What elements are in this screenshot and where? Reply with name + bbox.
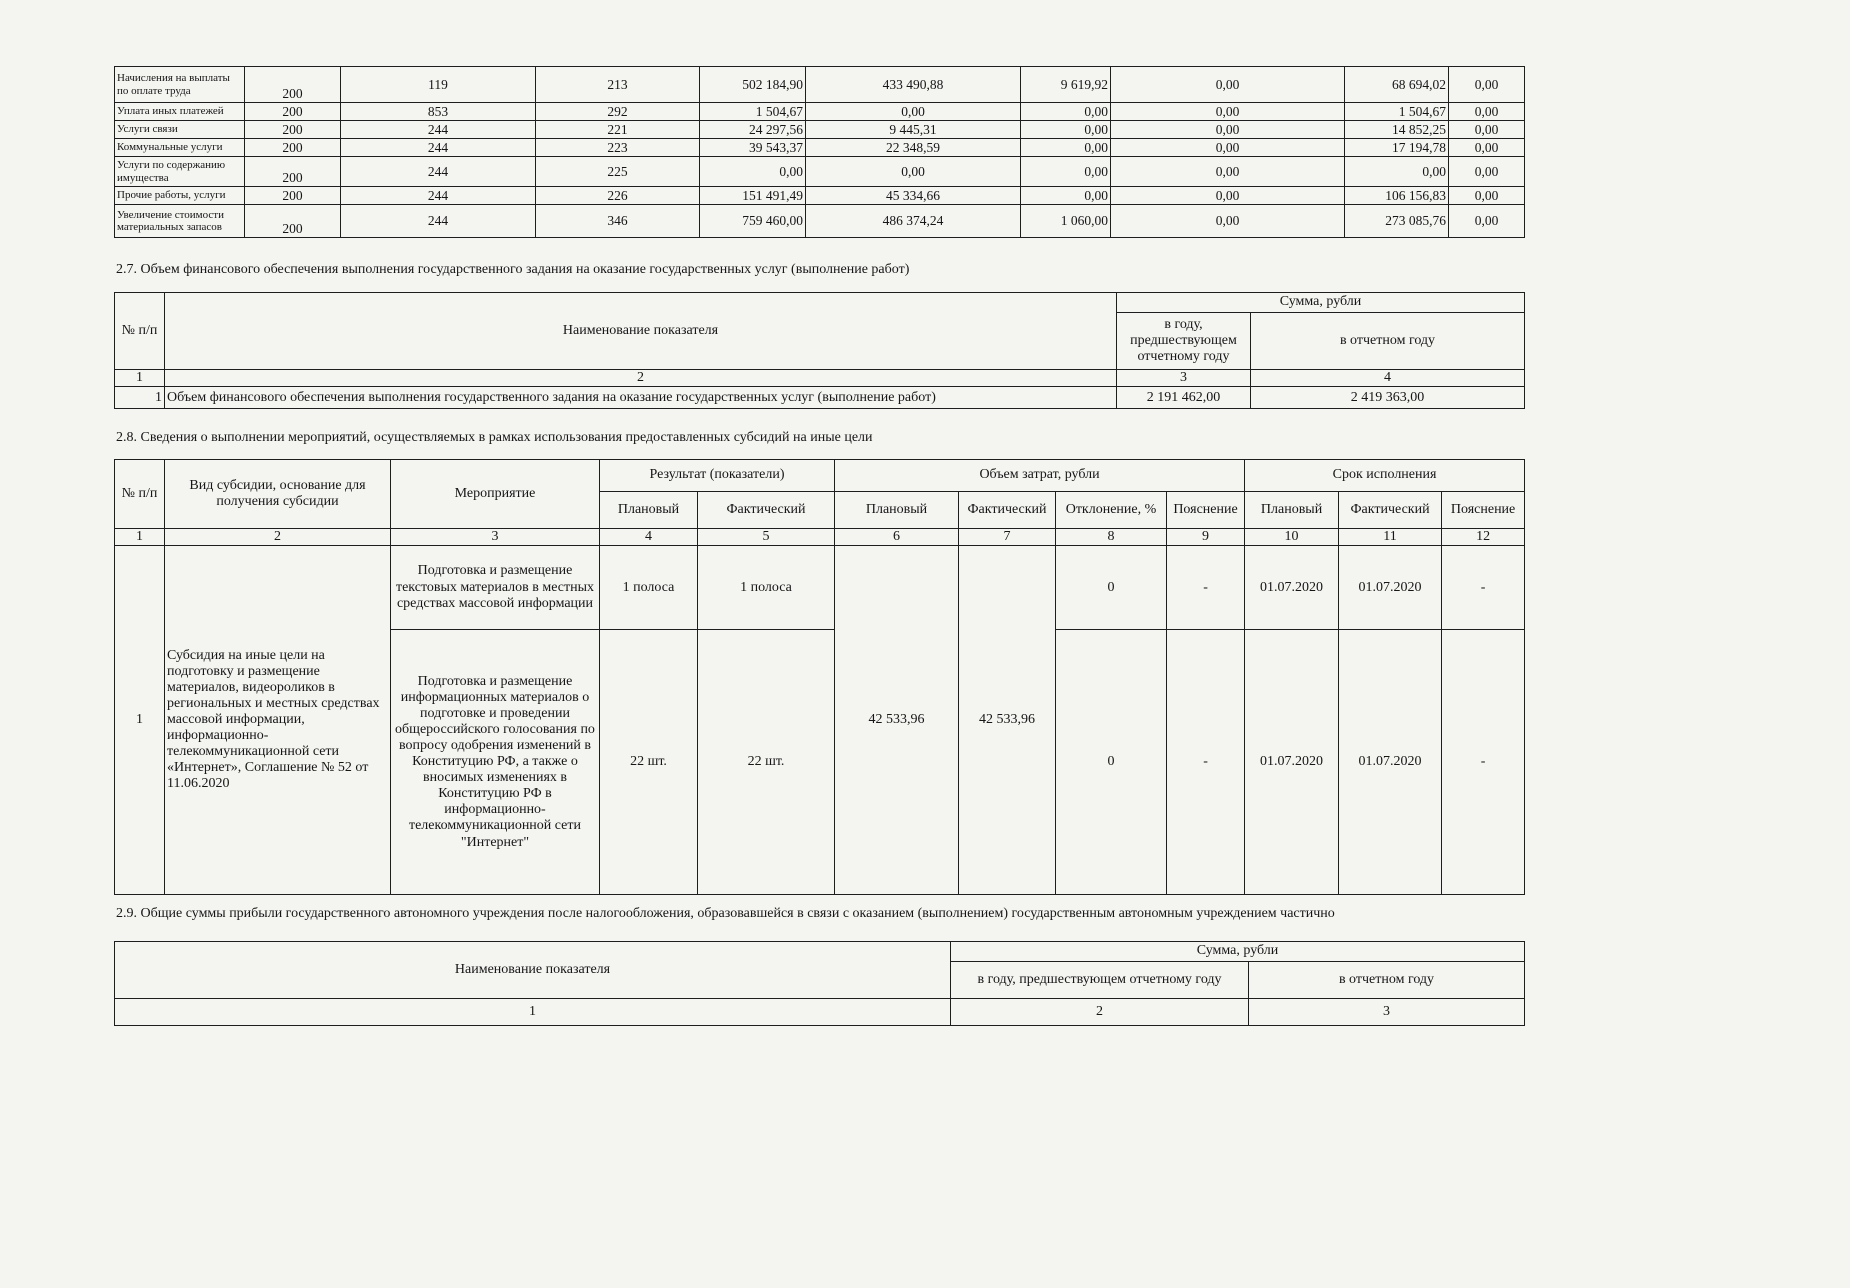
expense-value: 0,00 [1021, 187, 1111, 205]
column-number: 11 [1339, 529, 1442, 546]
table-header-row [115, 293, 1525, 313]
expense-name: Коммунальные услуги [115, 139, 245, 157]
col-header-term-planned: Плановый [1245, 492, 1339, 529]
col-header-explanation: Пояснение [1167, 492, 1245, 529]
profit-table [114, 941, 1525, 1026]
col-header-cost: Объем затрат, рубли [835, 460, 1245, 492]
expense-code: 200 [245, 187, 341, 205]
col-header-result: Результат (показатели) [600, 460, 835, 492]
expense-name: Уплата иных платежей [115, 103, 245, 121]
expense-value: 0,00 [1021, 103, 1111, 121]
expense-code: 244 [341, 205, 536, 238]
expense-code: 200 [245, 103, 341, 121]
section-2-8-title: 2.8. Сведения о выполнении мероприятий, осуществляемых в рамках использования предоставленных субсидий на иные цели [116, 430, 873, 445]
expense-code: 200 [245, 205, 341, 238]
col-header-current-year: в отчетном году [1251, 313, 1525, 370]
expense-value: 0,00 [1449, 205, 1525, 238]
result-planned: 1 полоса [600, 546, 698, 630]
expense-code: 200 [245, 67, 341, 103]
table-header-row [115, 460, 1525, 492]
col-header-event: Мероприятие [391, 460, 600, 529]
expense-code: 244 [341, 121, 536, 139]
col-header-cost-actual: Фактический [959, 492, 1056, 529]
col-header-num: № п/п [115, 460, 165, 529]
expense-code: 346 [536, 205, 700, 238]
column-number: 8 [1056, 529, 1167, 546]
expense-code: 213 [536, 67, 700, 103]
expense-value: 0,00 [1449, 103, 1525, 121]
column-number: 12 [1442, 529, 1525, 546]
expense-value: 17 194,78 [1345, 139, 1449, 157]
expense-code: 225 [536, 157, 700, 187]
table-row [115, 103, 1525, 121]
expense-code: 244 [341, 187, 536, 205]
col-header-result-actual: Фактический [698, 492, 835, 529]
column-number: 2 [165, 370, 1117, 387]
row-number: 1 [115, 546, 165, 895]
expense-code: 119 [341, 67, 536, 103]
expense-value: 0,00 [1111, 187, 1345, 205]
row-number: 1 [115, 387, 165, 409]
column-number: 1 [115, 529, 165, 546]
column-number: 2 [951, 999, 1249, 1026]
cost-planned: 42 533,96 [835, 546, 959, 895]
expense-value: 0,00 [1021, 157, 1111, 187]
column-number: 3 [1249, 999, 1525, 1026]
value-current-year: 2 419 363,00 [1251, 387, 1525, 409]
expense-value: 0,00 [806, 157, 1021, 187]
expense-value: 0,00 [1021, 139, 1111, 157]
table-row [115, 387, 1525, 409]
col-header-sum: Сумма, рубли [1117, 293, 1525, 313]
expense-code: 853 [341, 103, 536, 121]
indicator-name: Объем финансового обеспечения выполнения государственного задания на оказание государственных услуг (выполнение работ) [165, 387, 1117, 409]
column-number: 4 [1251, 370, 1525, 387]
col-header-name: Наименование показателя [165, 293, 1117, 370]
expense-value: 1 504,67 [1345, 103, 1449, 121]
result-actual: 22 шт. [698, 630, 835, 895]
expense-value: 24 297,56 [700, 121, 806, 139]
expense-value: 0,00 [1449, 121, 1525, 139]
col-header-sum: Сумма, рубли [951, 942, 1525, 962]
column-numbers-row [115, 999, 1525, 1026]
column-number: 6 [835, 529, 959, 546]
expense-name: Услуги по содержанию имущества [115, 157, 245, 187]
expense-value: 0,00 [1111, 121, 1345, 139]
cost-explanation: - [1167, 546, 1245, 630]
column-number: 9 [1167, 529, 1245, 546]
table-row [115, 121, 1525, 139]
cost-actual: 42 533,96 [959, 546, 1056, 895]
expense-value: 486 374,24 [806, 205, 1021, 238]
col-header-result-planned: Плановый [600, 492, 698, 529]
expense-code: 200 [245, 121, 341, 139]
expense-value: 0,00 [1111, 157, 1345, 187]
term-explanation: - [1442, 546, 1525, 630]
expense-code: 244 [341, 139, 536, 157]
expense-value: 0,00 [1449, 139, 1525, 157]
expense-value: 14 852,25 [1345, 121, 1449, 139]
table-row [115, 139, 1525, 157]
col-header-prev-year: в году, предшествующем отчетному году [951, 962, 1249, 999]
expense-value: 0,00 [1449, 187, 1525, 205]
expense-value: 151 491,49 [700, 187, 806, 205]
expense-name: Прочие работы, услуги [115, 187, 245, 205]
column-number: 7 [959, 529, 1056, 546]
cost-deviation: 0 [1056, 630, 1167, 895]
col-header-cost-planned: Плановый [835, 492, 959, 529]
cost-explanation: - [1167, 630, 1245, 895]
column-number: 5 [698, 529, 835, 546]
subsidy-description: Субсидия на иные цели на подготовку и размещение материалов, видеороликов в региональных и местных средствах массовой информации, информационно-телекоммуникационной сети «Интернет», Соглашение № 52 от 11.06.2020 [165, 546, 391, 895]
expense-value: 45 334,66 [806, 187, 1021, 205]
table-row [115, 157, 1525, 187]
table-header-row [115, 942, 1525, 962]
expense-value: 759 460,00 [700, 205, 806, 238]
expense-value: 9 445,31 [806, 121, 1021, 139]
term-planned: 01.07.2020 [1245, 630, 1339, 895]
event-name: Подготовка и размещение информационных материалов о подготовке и проведении общероссийского голосования по вопросу одобрения изменений в Конституцию РФ, а также о вносимых изменениях в Конституцию РФ в информационно-телекоммуникационной сети "Интернет" [391, 630, 600, 895]
col-header-term: Срок исполнения [1245, 460, 1525, 492]
expense-value: 433 490,88 [806, 67, 1021, 103]
expense-value: 106 156,83 [1345, 187, 1449, 205]
expense-code: 292 [536, 103, 700, 121]
term-planned: 01.07.2020 [1245, 546, 1339, 630]
result-actual: 1 полоса [698, 546, 835, 630]
column-number: 3 [391, 529, 600, 546]
col-header-name: Наименование показателя [115, 942, 951, 999]
expense-value: 0,00 [806, 103, 1021, 121]
expense-value: 273 085,76 [1345, 205, 1449, 238]
section-2-7-title: 2.7. Объем финансового обеспечения выполнения государственного задания на оказание государственных услуг (выполнение работ) [116, 262, 910, 277]
col-header-num: № п/п [115, 293, 165, 370]
expense-code: 200 [245, 139, 341, 157]
expense-code: 221 [536, 121, 700, 139]
expense-value: 0,00 [1021, 121, 1111, 139]
expense-code: 226 [536, 187, 700, 205]
column-number: 1 [115, 999, 951, 1026]
col-header-term-actual: Фактический [1339, 492, 1442, 529]
term-actual: 01.07.2020 [1339, 630, 1442, 895]
expense-value: 0,00 [1111, 103, 1345, 121]
col-header-term-explanation: Пояснение [1442, 492, 1525, 529]
expense-value: 0,00 [1345, 157, 1449, 187]
column-number: 1 [115, 370, 165, 387]
expenses-table [114, 66, 1525, 238]
expense-name: Начисления на выплаты по оплате труда [115, 67, 245, 103]
term-actual: 01.07.2020 [1339, 546, 1442, 630]
expense-value: 22 348,59 [806, 139, 1021, 157]
expense-value: 0,00 [1449, 67, 1525, 103]
expense-code: 223 [536, 139, 700, 157]
col-header-deviation: Отклонение, % [1056, 492, 1167, 529]
column-numbers-row [115, 370, 1525, 387]
expense-value: 68 694,02 [1345, 67, 1449, 103]
table-row [115, 546, 1525, 630]
term-explanation: - [1442, 630, 1525, 895]
col-header-subsidy-type: Вид субсидии, основание для получения субсидии [165, 460, 391, 529]
expense-value: 0,00 [700, 157, 806, 187]
expense-value: 1 060,00 [1021, 205, 1111, 238]
expense-value: 0,00 [1111, 139, 1345, 157]
event-name: Подготовка и размещение текстовых материалов в местных средствах массовой информации [391, 546, 600, 630]
table-row [115, 205, 1525, 238]
col-header-current-year: в отчетном году [1249, 962, 1525, 999]
column-number: 4 [600, 529, 698, 546]
result-planned: 22 шт. [600, 630, 698, 895]
expense-code: 200 [245, 157, 341, 187]
financing-table [114, 292, 1525, 409]
expense-value: 0,00 [1111, 205, 1345, 238]
section-2-9-title: 2.9. Общие суммы прибыли государственного автономного учреждения после налогообложения, образовавшейся в связи с оказанием (выполнением) государственным автономным учреждением частично [116, 906, 1335, 921]
expense-value: 0,00 [1449, 157, 1525, 187]
expense-value: 1 504,67 [700, 103, 806, 121]
expense-value: 502 184,90 [700, 67, 806, 103]
cost-deviation: 0 [1056, 546, 1167, 630]
table-row [115, 187, 1525, 205]
column-number: 3 [1117, 370, 1251, 387]
expense-value: 0,00 [1111, 67, 1345, 103]
column-number: 2 [165, 529, 391, 546]
expense-value: 9 619,92 [1021, 67, 1111, 103]
column-number: 10 [1245, 529, 1339, 546]
expense-code: 244 [341, 157, 536, 187]
subsidy-events-table [114, 459, 1525, 895]
col-header-prev-year: в году, предшествующем отчетному году [1117, 313, 1251, 370]
table-row [115, 67, 1525, 103]
expense-value: 39 543,37 [700, 139, 806, 157]
expense-name: Услуги связи [115, 121, 245, 139]
expense-name: Увеличение стоимости материальных запасов [115, 205, 245, 238]
value-prev-year: 2 191 462,00 [1117, 387, 1251, 409]
column-numbers-row [115, 529, 1525, 546]
